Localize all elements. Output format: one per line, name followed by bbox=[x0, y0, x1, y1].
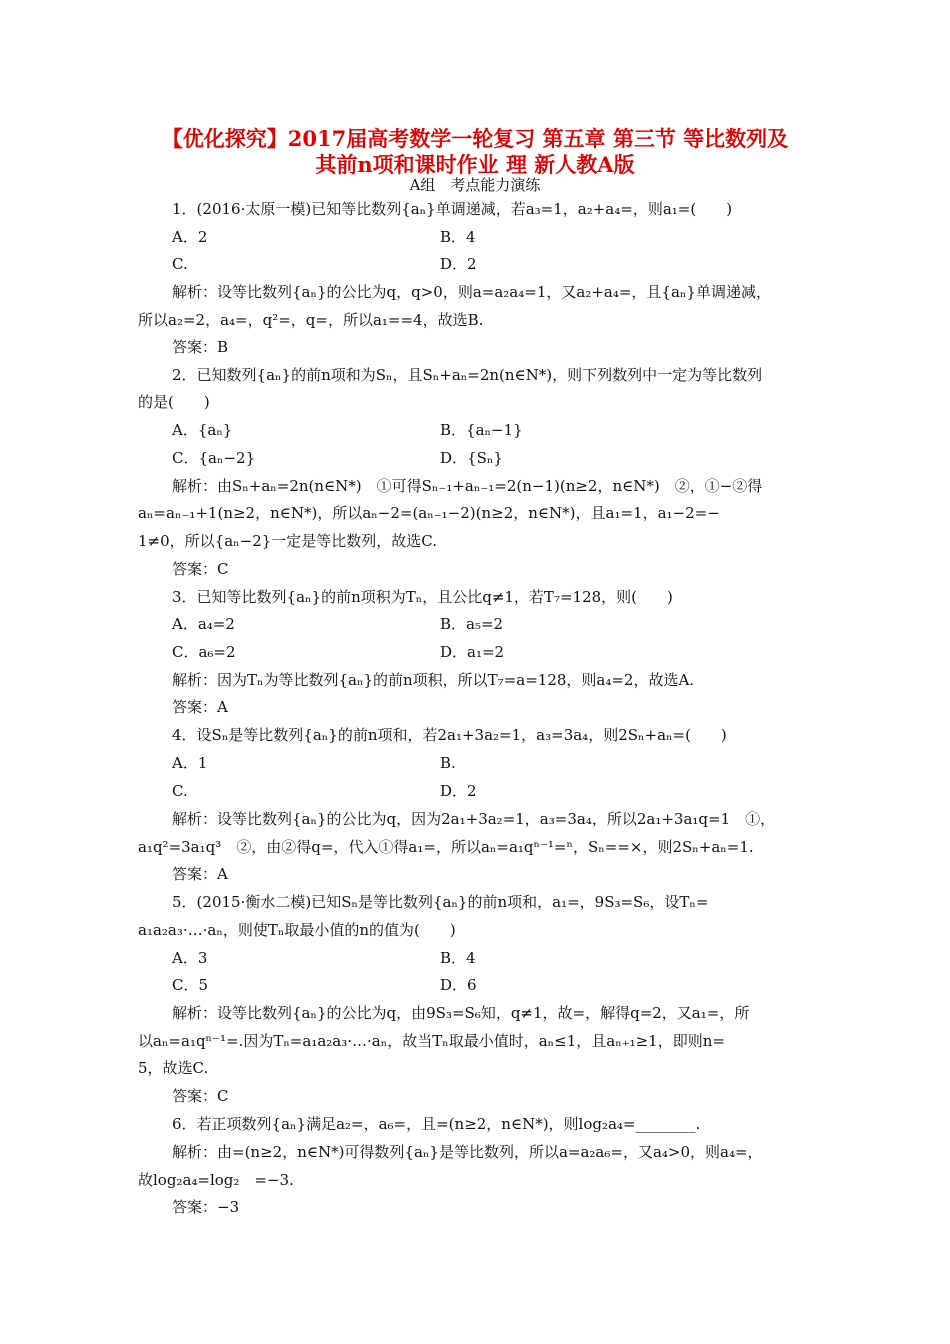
q1-stem: 1．(2016·太原一模)已知等比数列{aₙ}单调递减，若a₃=1，a₂+a₄=，则a₁=( ) bbox=[172, 200, 733, 218]
doc-title-line1: 【优化探究】2017届高考数学一轮复习 第五章 第三节 等比数列及 bbox=[161, 126, 789, 151]
section-heading: A组 考点能力演练 bbox=[409, 176, 541, 194]
q5-stem-line2: a₁a₂a₃·…·aₙ，则使Tₙ取最小值的n的值为( ) bbox=[138, 921, 456, 939]
q2-solution-line2: aₙ=aₙ₋₁+1(n≥2，n∈N*)，所以aₙ−2=(aₙ₋₁−2)(n≥2，n∈N*)，且a₁=1，a₁−2=− bbox=[138, 504, 720, 522]
q4-solution-line2: a₁q²=3a₁q³ ②，由②得q=，代入①得a₁=，所以aₙ=a₁qⁿ⁻¹=ⁿ，Sₙ==×，则2Sₙ+aₙ=1. bbox=[138, 838, 754, 856]
doc-title-line2: 其前n项和课时作业 理 新人教A版 bbox=[315, 152, 635, 177]
q4-option-a: A．1 bbox=[172, 754, 208, 772]
q3-solution: 解析：因为Tₙ为等比数列{aₙ}的前n项积，所以T₇=a=128，则a₄=2，故选A. bbox=[172, 671, 695, 689]
q4-option-b: B. bbox=[440, 754, 456, 772]
q3-option-d: D．a₁=2 bbox=[440, 643, 505, 661]
q5-option-b: B．4 bbox=[440, 949, 476, 967]
q3-stem: 3．已知等比数列{aₙ}的前n项积为Tₙ，且公比q≠1，若T₇=128，则( ) bbox=[172, 588, 673, 606]
q4-stem: 4．设Sₙ是等比数列{aₙ}的前n项和，若2a₁+3a₂=1，a₃=3a₄，则2Sₙ+aₙ=( ) bbox=[172, 726, 727, 744]
q2-stem-line2: 的是( ) bbox=[138, 393, 210, 411]
q3-option-b: B．a₅=2 bbox=[440, 615, 504, 633]
q1-solution-line1: 解析：设等比数列{aₙ}的公比为q，q>0，则a=a₂a₄=1，又a₂+a₄=，且{aₙ}单调递减， bbox=[172, 283, 771, 301]
q4-option-c: C. bbox=[172, 782, 188, 800]
q2-option-a: A．{aₙ} bbox=[172, 421, 233, 439]
q2-option-d: D．{Sₙ} bbox=[440, 449, 503, 467]
q2-answer: 答案：C bbox=[172, 560, 229, 578]
q5-stem-line1: 5．(2015·衡水二模)已知Sₙ是等比数列{aₙ}的前n项和，a₁=，9S₃=S₆，设Tₙ= bbox=[172, 893, 709, 911]
q1-option-a: A．2 bbox=[172, 228, 208, 246]
q2-option-b: B．{aₙ−1} bbox=[440, 421, 523, 439]
q6-solution-line2: 故log₂a₄=log₂ =−3. bbox=[138, 1171, 294, 1189]
q5-solution-line3: 5，故选C. bbox=[138, 1059, 209, 1077]
q6-solution-line1: 解析：由=(n≥2，n∈N*)可得数列{aₙ}是等比数列，所以a=a₂a₆=，又a₄>0，则a₄=， bbox=[172, 1143, 763, 1161]
q2-solution-line3: 1≠0，所以{aₙ−2}一定是等比数列，故选C. bbox=[138, 532, 437, 550]
q5-answer: 答案：C bbox=[172, 1087, 229, 1105]
q1-option-b: B．4 bbox=[440, 228, 476, 246]
q5-option-d: D．6 bbox=[440, 976, 477, 994]
q4-option-d: D．2 bbox=[440, 782, 477, 800]
q1-option-c: C. bbox=[172, 255, 188, 273]
q3-answer: 答案：A bbox=[172, 698, 228, 716]
q1-answer: 答案：B bbox=[172, 338, 229, 356]
q5-option-a: A．3 bbox=[172, 949, 208, 967]
q2-solution-line1: 解析：由Sₙ+aₙ=2n(n∈N*) ①可得Sₙ₋₁+aₙ₋₁=2(n−1)(n≥2，n∈N*) ②，①−②得 bbox=[172, 477, 763, 495]
q3-option-c: C．a₆=2 bbox=[172, 643, 236, 661]
q4-solution-line1: 解析：设等比数列{aₙ}的公比为q，因为2a₁+3a₂=1，a₃=3a₄，所以2a₁+3a₁q=1 ①， bbox=[172, 810, 776, 828]
q5-solution-line2: 以aₙ=a₁qⁿ⁻¹=.因为Tₙ=a₁a₂a₃·…·aₙ，故当Tₙ取最小值时，aₙ≤1，且aₙ₊₁≥1，即则n= bbox=[138, 1032, 725, 1050]
q5-solution-line1: 解析：设等比数列{aₙ}的公比为q，由9S₃=S₆知，q≠1，故=，解得q=2，又a₁=，所 bbox=[172, 1004, 750, 1022]
q6-answer: 答案：−3 bbox=[172, 1198, 240, 1216]
q6-stem: 6．若正项数列{aₙ}满足a₂=，a₆=，且=(n≥2，n∈N*)，则log₂a₄=________. bbox=[172, 1115, 701, 1133]
q2-stem-line1: 2．已知数列{aₙ}的前n项和为Sₙ，且Sₙ+aₙ=2n(n∈N*)，则下列数列中一定为等比数列 bbox=[172, 366, 763, 384]
q1-option-d: D．2 bbox=[440, 255, 477, 273]
q1-solution-line2: 所以a₂=2，a₄=，q²=，q=，所以a₁==4，故选B. bbox=[138, 311, 484, 329]
q5-option-c: C．5 bbox=[172, 976, 209, 994]
q2-option-c: C．{aₙ−2} bbox=[172, 449, 256, 467]
q3-option-a: A．a₄=2 bbox=[172, 615, 235, 633]
q4-answer: 答案：A bbox=[172, 865, 228, 883]
